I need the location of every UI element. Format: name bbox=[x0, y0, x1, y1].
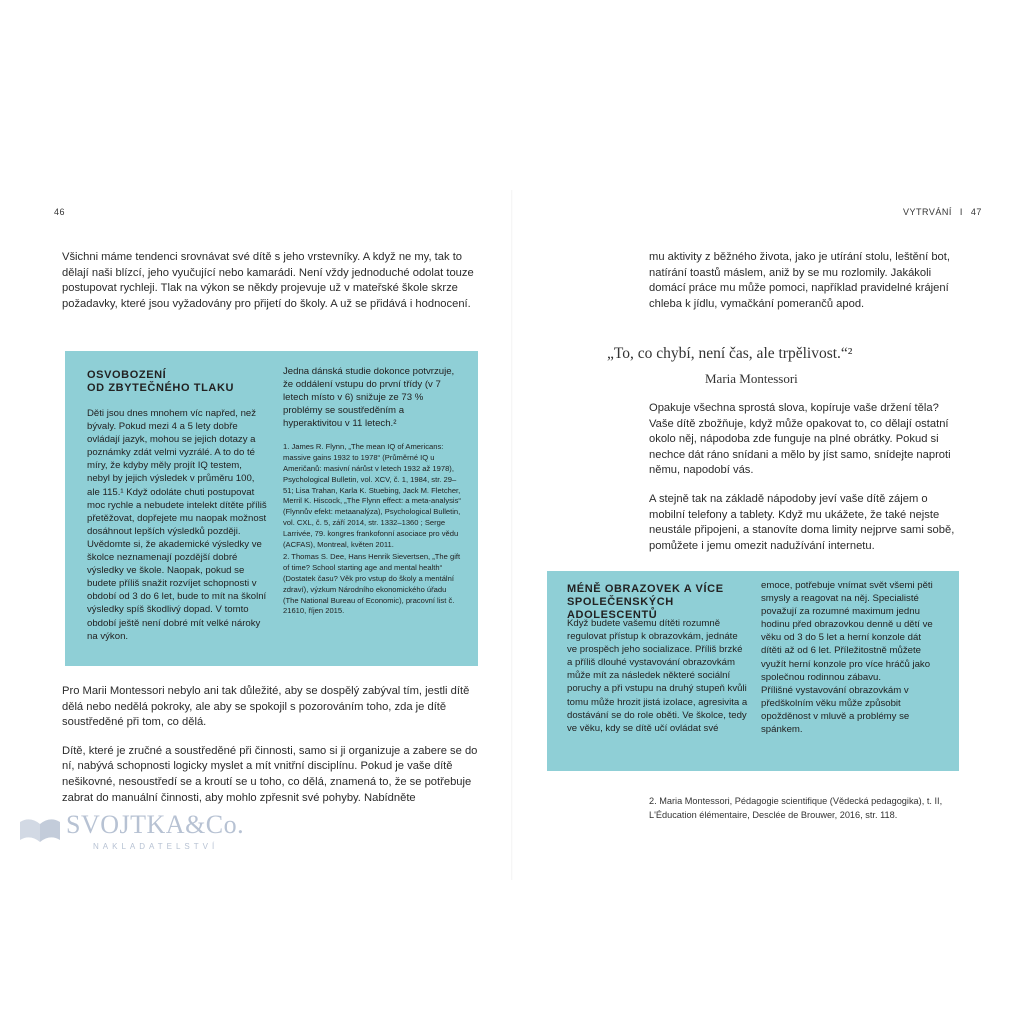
right-header-separator: I bbox=[959, 207, 963, 217]
right-paragraph-3: A stejně tak na základě nápodoby jeví vaše dítě zájem o mobilní telefony a tablety. Když mu ukážete, že také nejste neustále připojeni, a stanovíte doma limity nejprve sami sobě, pomůžete i jemu omezit nadužívání internetu. bbox=[649, 492, 955, 552]
left-box-col1-text: Děti jsou dnes mnohem víc napřed, než bývaly. Pokud mezi 4 a 5 lety dobře ovládají jazyk, mohou se jejich dotazy a poznámky zdát velmi vyzrálé. A to do té míry, že kdyby měly projít IQ testem, nebyl by jejich výsledek v průměru 100, ale 115.¹ Když odoláte chuti postupovat moc rychle a nebudete intelekt dítěte příliš přetěžovat, dopřejete mu naopak možnost dosáhnout lepších výsledků později. Uvědomte si, že akademické výsledky ve školce neznamenají pozdější dobré výsledky ve škole. Naopak, pokud se budete příliš snažit rozvíjet schopnosti v období od 3 do 6 let, bude to mít na školní výsledky spíš škodlivý dopad. V tomto období ještě není dobré mít velké nároky na výkon. bbox=[87, 408, 267, 642]
right-mid-text bbox=[649, 401, 964, 567]
right-intro-text bbox=[649, 250, 964, 325]
left-box-title bbox=[87, 369, 287, 395]
right-footnote: 2. Maria Montessori, Pédagogie scientifique (Vědecká pedagogika), t. II, L'Éducation élémentaire, Desclée de Brouwer, 2016, str. 118. bbox=[649, 796, 943, 820]
book-logo-icon bbox=[18, 814, 62, 844]
left-lower-text bbox=[62, 684, 478, 819]
left-box-column-2 bbox=[283, 365, 461, 619]
right-page-header bbox=[903, 207, 982, 217]
right-box-title-line2: SPOLEČENSKÝCH ADOLESCENTŮ bbox=[567, 596, 674, 621]
right-box-column-2 bbox=[761, 579, 943, 736]
right-paragraph-1: mu aktivity z běžného života, jako je utírání stolu, leštění bot, natírání toastů máslem, aniž by se mu rozlomily. Jakákoli domácí práce mu může pomoci, například pravidelné krájení chleba k jídlu, vymačkání pomerančů apod. bbox=[649, 251, 950, 310]
intro-text: Všichni máme tendenci srovnávat své dítě s jeho vrstevníky. A když ne my, tak to dělají naši blízcí, jeho vyučující nebo kamarádi. Není vždy jednoduché odolat touze postupovat rychleji. Tlak na výkon se někdy projevuje už v mateřské škole skrze požadavky, které jsou vyžadovány pro přijetí do školy. A už se přidává i hodnocení. bbox=[62, 251, 474, 310]
left-paragraph-2: Pro Marii Montessori nebylo ani tak důležité, aby se dospělý zabýval tím, jestli dítě dělá nebo nedělá pokroky, ale aby se spokojil s pozorováním toho, zda je dítě soustředěné při tom, co dělá. bbox=[62, 685, 470, 729]
pull-quote: „To, co chybí, není čas, ale trpělivost.“² bbox=[607, 345, 853, 362]
right-box-col1-text: Když budete vašemu dítěti rozumně regulovat přístup k obrazovkám, jednáte ve prospěch jeho socializace. Příliš brzké a příliš dlouhé vystavování obrazovkám může mít za následek některé sociální poruchy a při vstupu na druhý stupeň kvůli tomu může hrozit jistá izolace, agresivita a dostávání se do role oběti. Ve školce, tedy ve věku, kdy se dítě učí ovládat své bbox=[567, 618, 748, 734]
pull-quote-author: Maria Montessori bbox=[705, 371, 798, 386]
right-box-column-1 bbox=[567, 617, 749, 735]
left-info-box bbox=[65, 351, 478, 666]
left-box-footnote-1: 1. James R. Flynn, „The mean IQ of Americans: massive gains 1932 to 1978“ (Průměrné IQ u Američanů: masivní nárůst v letech 1932 až 1978), Psychological Bulletin, vol. XCV, č. 1, 1984, str. 29–51; Lisa Trahan, Karla K. Stuebing, Jack M. Fletcher, Merril K. Hiscock, „The Flynn effect: a meta-analysis“ (Flynnův efekt: metaanalýza), Psychological Bulletin, vol. CXL, č. 5, září 2014, str. 1332–1360 ; Serge Larrivée, 79. kongres frankofonní asociace pro vědu (ACFAS), Montreal, květen 2011. bbox=[283, 442, 461, 549]
left-box-title-line1: OSVOBOZENÍ bbox=[87, 369, 167, 381]
right-box-col2-text-b: Přílišné vystavování obrazovkám v předškolním věku může způsobit opožděnost v mluvě a problémy se spánkem. bbox=[761, 684, 910, 736]
left-paragraph-3: Dítě, které je zručné a soustředěné při činnosti, samo si ji organizuje a zabere se do ní, nabývá schopnosti logicky myslet a mít vnitřní disciplínu. Pokud je vaše dítě nešikovné, nesoustředí se a kroutí se u toho, co dělá, znamená to, že se potřebuje zabrat do manuální činnosti, aby mohlo zpřesnit své pohyby. Nabídněte bbox=[62, 744, 478, 804]
left-page-number: 46 bbox=[54, 207, 66, 217]
right-paragraph-2: Opakuje všechna sprostá slova, kopíruje vaše držení těla? Vaše dítě zbožňuje, když může opakovat to, co dělají ostatní okolo něj, nápodoba zde funguje na plné obrátky. Pokud si nechce dát ráno snídani a mělo by jíst samo, snídejte naproti němu, napodobí vás. bbox=[649, 402, 951, 477]
left-box-col2-text: Jedna dánská studie dokonce potvrzuje, že oddálení vstupu do první třídy (v 7 letech místo v 6) snižuje ze 73 % problémy se soustředěním a hyperaktivitou v 11 letech.² bbox=[283, 366, 455, 430]
right-header-section: VYTRVÁNÍ bbox=[903, 207, 952, 217]
publisher-watermark bbox=[18, 808, 248, 858]
left-box-footnote-2: 2. Thomas S. Dee, Hans Henrik Sievertsen, „The gift of time? School starting age and mental health“ (Dostatek času? Věk pro vstup do školy a mentální zdraví), výzkum Národního ekonomického úřadu (The National Bureau of Economic), pracovní list č. 21610, říjen 2015. bbox=[283, 552, 461, 616]
watermark-brand: SVOJTKA&Co. bbox=[66, 810, 245, 839]
right-box-title-line1: MÉNĚ OBRAZOVEK A VÍCE bbox=[567, 583, 724, 595]
right-box-col2-text-a: emoce, potřebuje vnímat svět všemi pěti smysly a reagovat na něj. Specialisté považují za rozumné maximum jednu hodinu před obrazovkou denně u dětí ve věku od 3 do 5 let a herní konzole dát dítěti až od 6 let. Příležitostně můžete využít herní konzole pro více hráčů jako společnou rodinnou zábavu. bbox=[761, 580, 933, 683]
left-box-title-line2: OD ZBYTEČNÉHO TLAKU bbox=[87, 382, 235, 394]
watermark-subtitle: NAKLADATELSTVÍ bbox=[93, 842, 219, 851]
book-gutter bbox=[511, 190, 513, 880]
right-info-box bbox=[547, 571, 959, 771]
right-page-number: 47 bbox=[970, 207, 982, 217]
left-box-footnotes bbox=[283, 442, 461, 617]
left-box-column-1 bbox=[87, 407, 267, 643]
left-intro-paragraph bbox=[62, 250, 478, 325]
